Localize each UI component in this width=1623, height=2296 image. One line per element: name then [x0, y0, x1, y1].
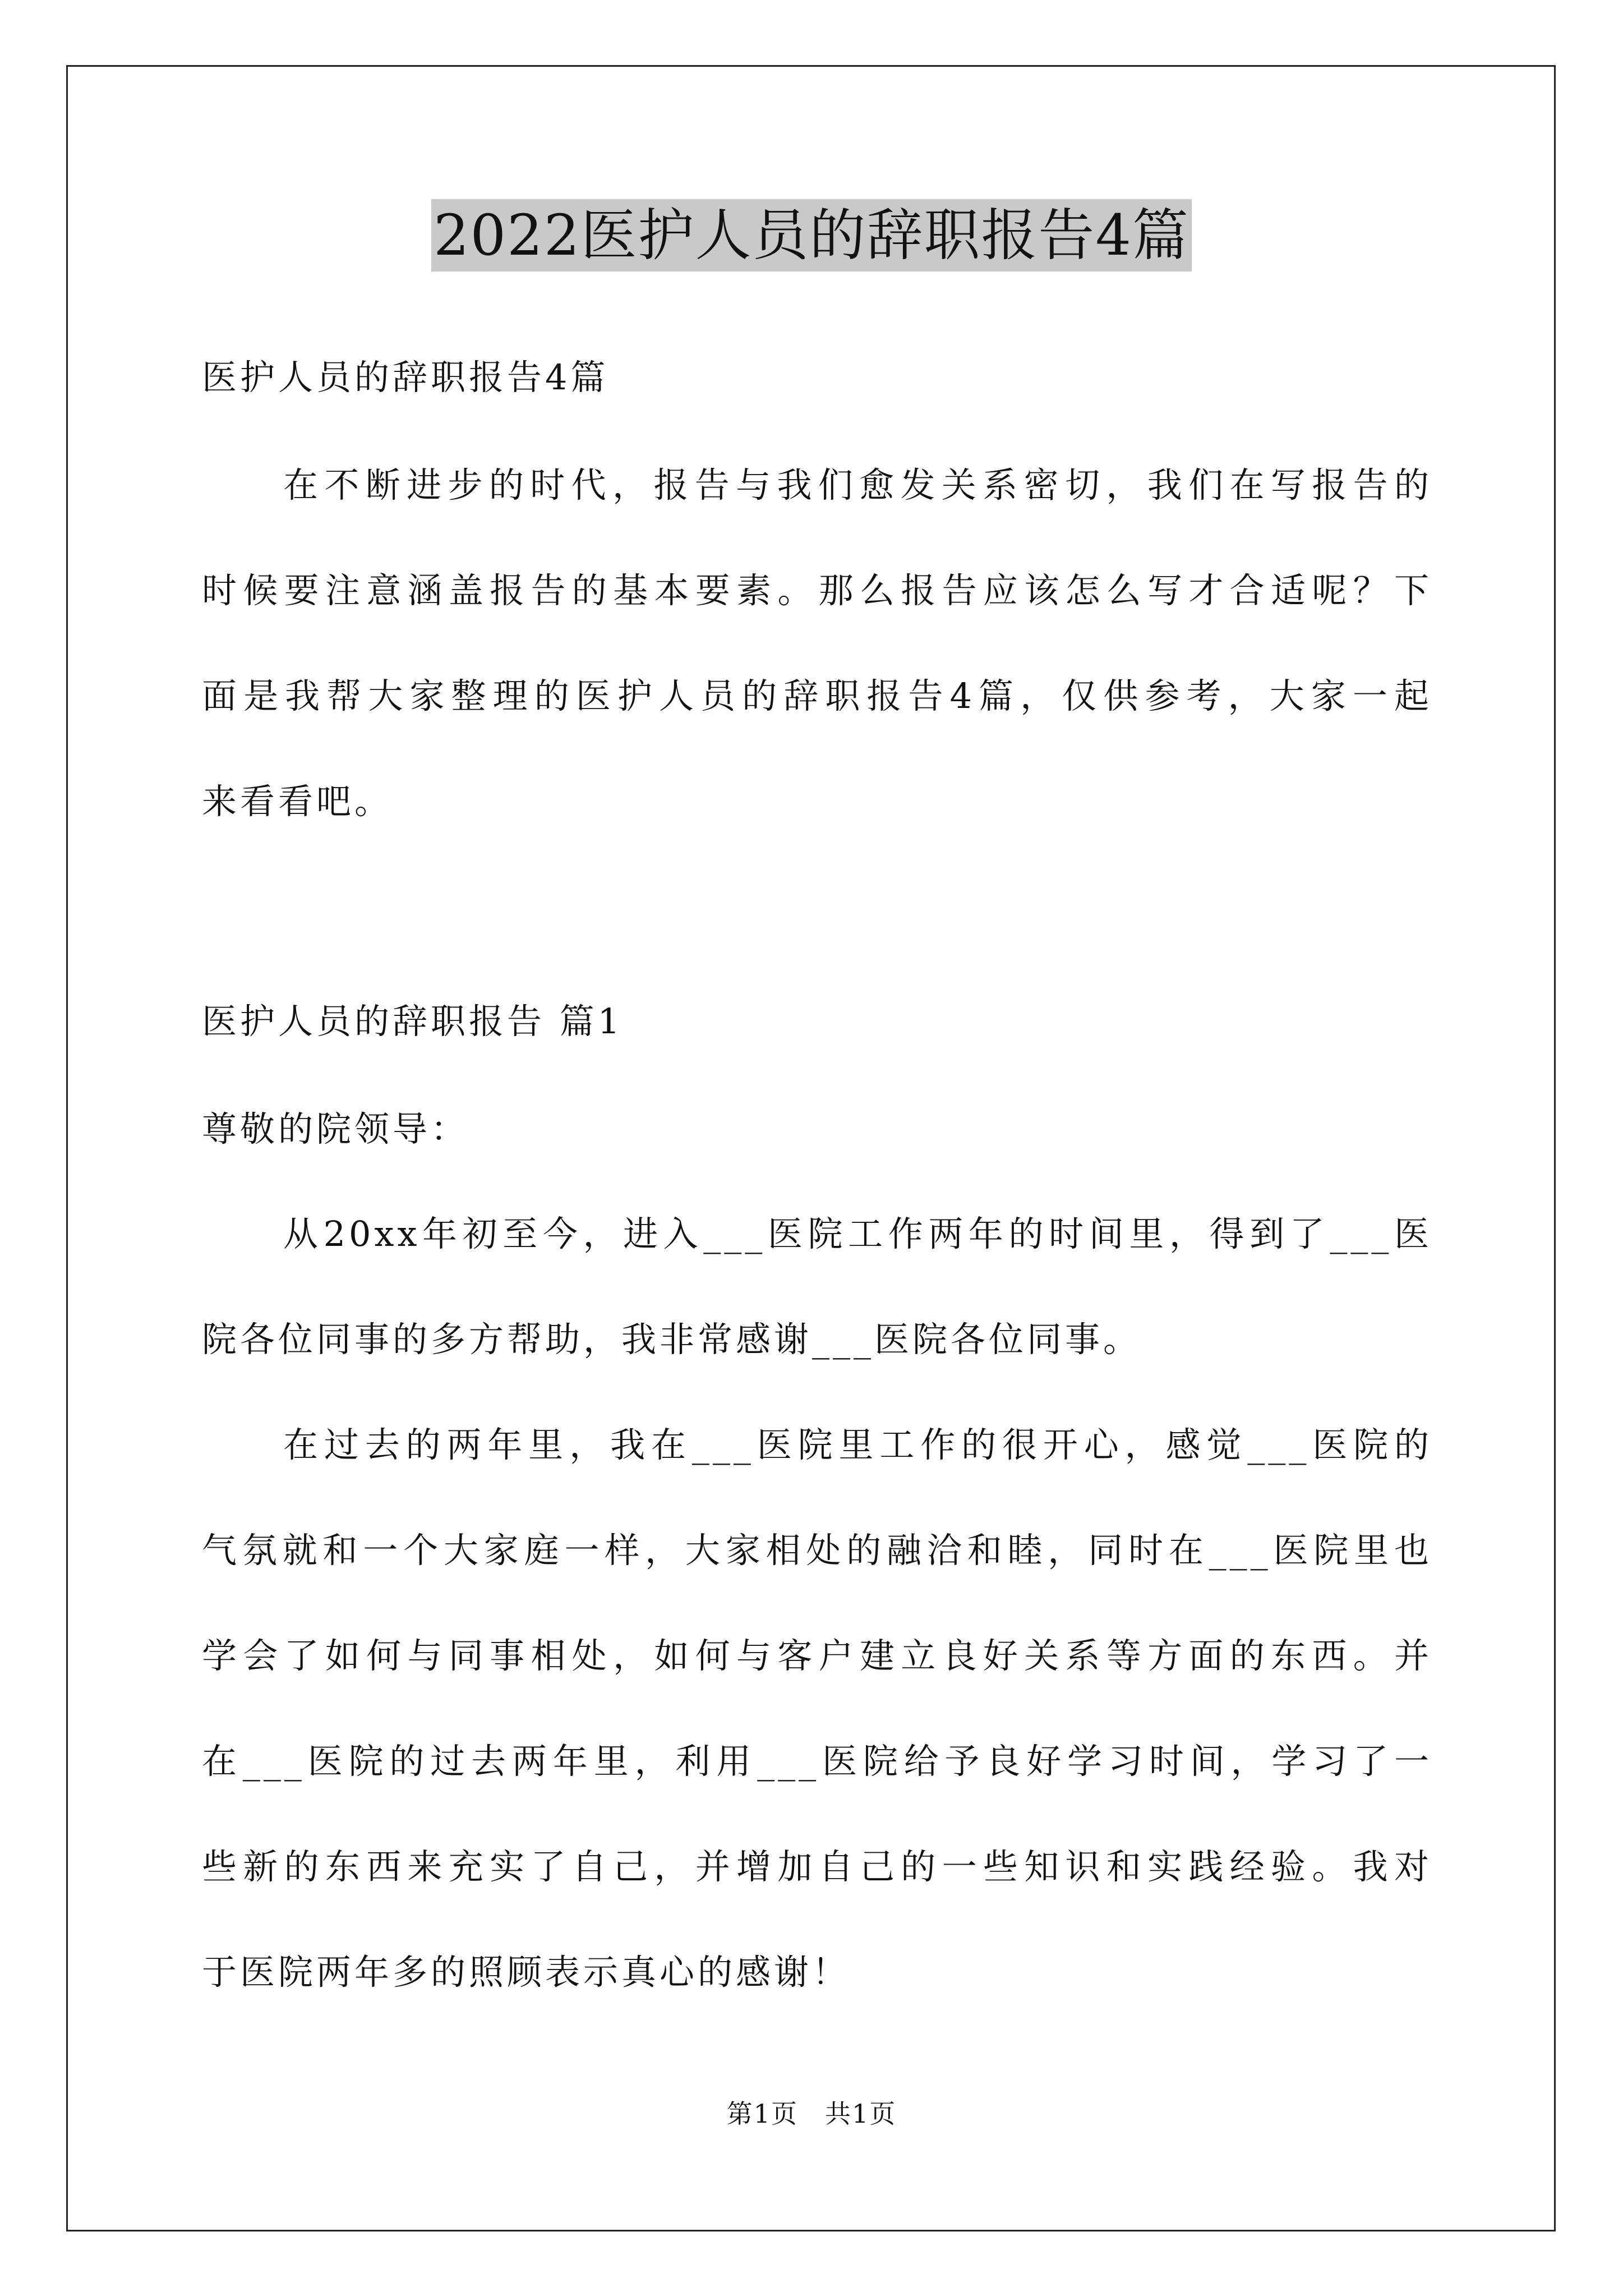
- section-heading: 医护人员的辞职报告 篇1: [202, 1001, 624, 1042]
- paragraph-line: 学会了如何与同事相处，如何与客户建立良好关系等方面的东西。并: [202, 1635, 1432, 1676]
- document-title: [0, 196, 1623, 275]
- paragraph-line: 从20xx年初至今，进入___医院工作两年的时间里，得到了___医: [283, 1213, 1432, 1254]
- page-footer: 第1页 共1页: [726, 2099, 897, 2129]
- salutation: 尊敬的院领导：: [202, 1108, 469, 1149]
- document-subtitle: 医护人员的辞职报告4篇: [202, 357, 609, 398]
- paragraph-line: 在___医院的过去两年里，利用___医院给予良好学习时间，学习了一: [202, 1741, 1432, 1782]
- intro-line: 面是我帮大家整理的医护人员的辞职报告4篇，仅供参考，大家一起: [202, 675, 1432, 716]
- document-title-text: 2022医护人员的辞职报告4篇: [431, 199, 1192, 272]
- paragraph-line: 于医院两年多的照顾表示真心的感谢！: [202, 1952, 851, 1993]
- paragraph-line: 院各位同事的多方帮助，我非常感谢___医院各位同事。: [202, 1319, 1142, 1360]
- intro-line: 在不断进步的时代，报告与我们愈发关系密切，我们在写报告的: [283, 464, 1432, 505]
- intro-line: 时候要注意涵盖报告的基本要素。那么报告应该怎么写才合适呢？下: [202, 570, 1432, 611]
- intro-line: 来看看吧。: [202, 781, 393, 822]
- paragraph-line: 气氛就和一个大家庭一样，大家相处的融洽和睦，同时在___医院里也: [202, 1530, 1432, 1571]
- paragraph-line: 些新的东西来充实了自己，并增加自己的一些知识和实践经验。我对: [202, 1846, 1432, 1887]
- paragraph-line: 在过去的两年里，我在___医院里工作的很开心，感觉___医院的: [283, 1424, 1432, 1465]
